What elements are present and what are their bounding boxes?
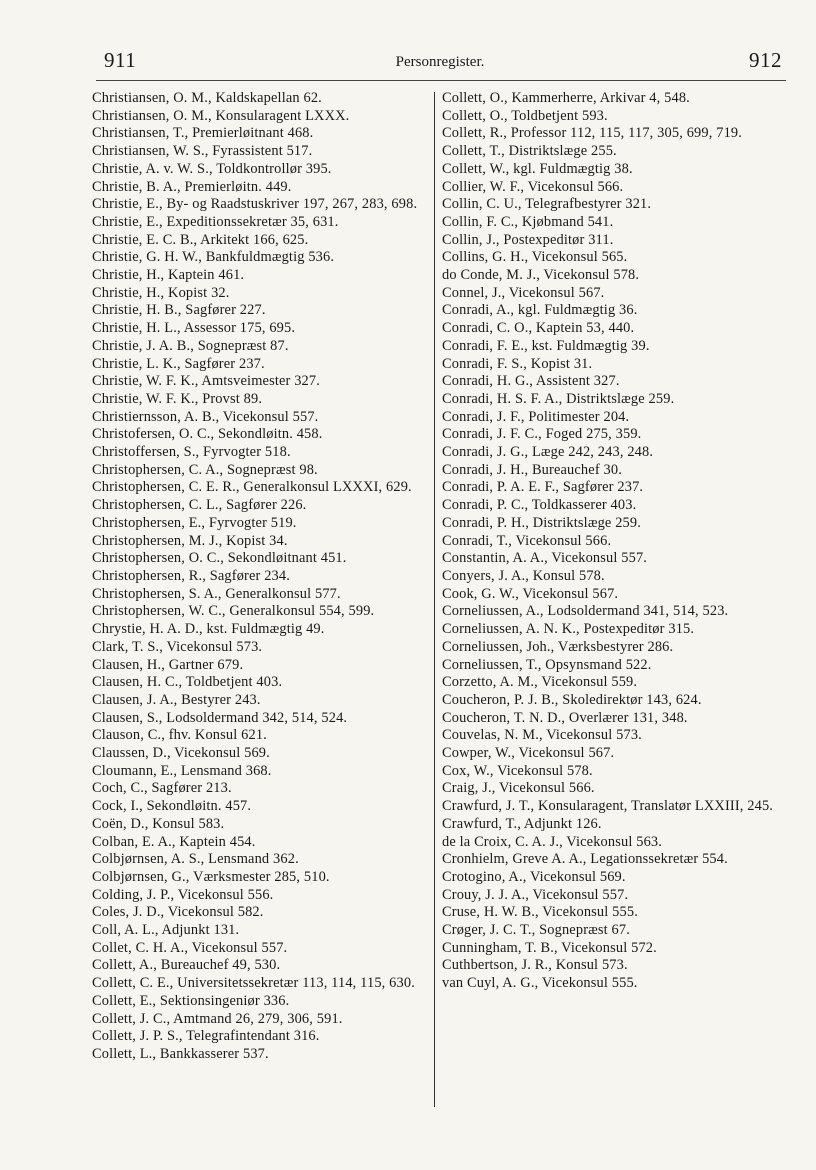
page-number-left: 911 — [104, 48, 137, 72]
register-entry: Collett, L., Bankkasserer 537. — [92, 1045, 269, 1062]
register-entry: Christophersen, S. A., Generalkonsul 577. — [92, 585, 341, 602]
register-entry: Connel, J., Vicekonsul 567. — [442, 284, 605, 301]
register-entry: Conradi, T., Vicekonsul 566. — [442, 532, 612, 549]
page-header — [90, 44, 790, 78]
register-entry: Coucheron, T. N. D., Overlærer 131, 348. — [442, 709, 688, 726]
register-entry: Coles, J. D., Vicekonsul 582. — [92, 904, 264, 921]
register-entry: Christoffersen, S., Fyrvogter 518. — [92, 444, 291, 461]
register-entry: Conradi, J. F., Politimester 204. — [442, 408, 630, 425]
register-entry: Cuthbertson, J. R., Konsul 573. — [442, 957, 628, 974]
register-entry: Conradi, C. O., Kaptein 53, 440. — [442, 320, 635, 337]
register-entry: Cronhielm, Greve A. A., Legationssekretær 554. — [442, 851, 728, 868]
register-entry: Crawfurd, J. T., Konsularagent, Translatør LXXIII, 245. — [442, 798, 774, 815]
column-divider — [434, 92, 435, 1107]
register-entry: Colban, E. A., Kaptein 454. — [92, 833, 256, 850]
register-entry: Christophersen, R., Sagfører 234. — [92, 567, 290, 584]
register-entry: Cook, G. W., Vicekonsul 567. — [442, 585, 619, 602]
register-entry: Conradi, P. A. E. F., Sagfører 237. — [442, 479, 644, 496]
register-entry: Christie, A. v. W. S., Toldkontrollør 395. — [92, 160, 332, 177]
register-entry: Collin, J., Postexpeditør 311. — [442, 231, 614, 248]
register-entry: Christophersen, O. C., Sekondløitnant 451. — [92, 550, 347, 567]
register-entry: Collett, E., Sektionsingeniør 336. — [92, 992, 290, 1009]
register-entry: Christie, E., By- og Raadstuskriver 197, 267, 283, 698. — [92, 196, 418, 213]
register-entry: do Conde, M. J., Vicekonsul 578. — [442, 267, 640, 284]
register-entry: Collett, C. E., Universitetssekretær 113, 114, 115, 630. — [92, 975, 415, 992]
left-column — [92, 90, 430, 1064]
register-entry: van Cuyl, A. G., Vicekonsul 555. — [442, 975, 638, 992]
register-entry: Colding, J. P., Vicekonsul 556. — [92, 886, 274, 903]
register-entry: Collett, T., Distriktslæge 255. — [442, 143, 617, 160]
register-entry: Clausen, H. C., Toldbetjent 403. — [92, 674, 283, 691]
register-entry: Collett, O., Toldbetjent 593. — [442, 107, 608, 124]
register-entry: Chrystie, H. A. D., kst. Fuldmægtig 49. — [92, 621, 325, 638]
right-column — [442, 90, 792, 993]
register-entry: Couvelas, N. M., Vicekonsul 573. — [442, 727, 642, 744]
register-entry: Corneliussen, A., Lodsoldermand 341, 514, 523. — [442, 603, 729, 620]
register-entry: Coch, C., Sagfører 213. — [92, 780, 232, 797]
register-entry: Corzetto, A. M., Vicekonsul 559. — [442, 674, 638, 691]
register-entry: Conradi, F. S., Kopist 31. — [442, 355, 593, 372]
register-entry: Collier, W. F., Vicekonsul 566. — [442, 178, 624, 195]
register-entry: Collins, G. H., Vicekonsul 565. — [442, 249, 628, 266]
register-entry: Collett, R., Professor 112, 115, 117, 305, 699, 719. — [442, 125, 743, 142]
register-entry: Christiansen, O. M., Kaldskapellan 62. — [92, 90, 322, 106]
register-entry: Christiernsson, A. B., Vicekonsul 557. — [92, 408, 319, 425]
register-entry: Colbjørnsen, G., Værksmester 285, 510. — [92, 868, 330, 885]
header-rule — [96, 80, 786, 81]
register-entry: Christie, L. K., Sagfører 237. — [92, 355, 265, 372]
register-entry: Christophersen, C. A., Sognepræst 98. — [92, 461, 318, 478]
register-entry: Conradi, F. E., kst. Fuldmægtig 39. — [442, 337, 650, 354]
register-entry: Collett, J. C., Amtmand 26, 279, 306, 591. — [92, 1010, 343, 1027]
register-entry: Christiansen, T., Premierløitnant 468. — [92, 125, 314, 142]
page-number-right: 912 — [749, 48, 782, 72]
register-entry: Christie, J. A. B., Sognepræst 87. — [92, 337, 289, 354]
register-entry: Christie, H. B., Sagfører 227. — [92, 302, 266, 319]
register-entry: Christie, H., Kopist 32. — [92, 284, 230, 301]
register-entry: Collett, J. P. S., Telegrafintendant 316. — [92, 1028, 320, 1045]
register-entry: Christie, H. L., Assessor 175, 695. — [92, 320, 296, 337]
register-entry: Clausen, J. A., Bestyrer 243. — [92, 691, 261, 708]
register-entry: Crawfurd, T., Adjunkt 126. — [442, 815, 602, 832]
register-entry: Christie, H., Kaptein 461. — [92, 267, 245, 284]
register-entry: Crotogino, A., Vicekonsul 569. — [442, 868, 626, 885]
register-entry: Collett, A., Bureauchef 49, 530. — [92, 957, 281, 974]
register-entry: Conradi, J. F. C., Foged 275, 359. — [442, 426, 642, 443]
register-entry: Clausen, H., Gartner 679. — [92, 656, 244, 673]
register-entry: Christophersen, C. E. R., Generalkonsul LXXXI, 629. — [92, 479, 412, 496]
register-entry: Conradi, H. G., Assistent 327. — [442, 373, 620, 390]
register-entry: Christophersen, M. J., Kopist 34. — [92, 532, 288, 549]
register-entry: Clausen, S., Lodsoldermand 342, 514, 524. — [92, 709, 348, 726]
register-entry: Coucheron, P. J. B., Skoledirektør 143, 624. — [442, 691, 702, 708]
register-entry: Conradi, H. S. F. A., Distriktslæge 259. — [442, 390, 675, 407]
register-entry: Conradi, J. G., Læge 242, 243, 248. — [442, 444, 654, 461]
register-entry: Christophersen, W. C., Generalkonsul 554, 599. — [92, 603, 375, 620]
register-entry: Crouy, J. J. A., Vicekonsul 557. — [442, 886, 629, 903]
register-entry: Crøger, J. C. T., Sognepræst 67. — [442, 922, 630, 939]
register-entry: Christiansen, O. M., Konsularagent LXXX. — [92, 107, 350, 124]
register-entry: Clauson, C., fhv. Konsul 621. — [92, 727, 267, 744]
register-entry: Christophersen, E., Fyrvogter 519. — [92, 514, 297, 531]
register-entry: Collin, C. U., Telegrafbestyrer 321. — [442, 196, 652, 213]
register-entry: Christofersen, O. C., Sekondløitn. 458. — [92, 426, 323, 443]
register-entry: Cock, I., Sekondløitn. 457. — [92, 798, 252, 815]
register-entry: Cox, W., Vicekonsul 578. — [442, 762, 593, 779]
register-entry: Corneliussen, Joh., Værksbestyrer 286. — [442, 638, 674, 655]
register-entry: Conradi, J. H., Bureauchef 30. — [442, 461, 622, 478]
register-entry: Cowper, W., Vicekonsul 567. — [442, 745, 615, 762]
register-entry: Collet, C. H. A., Vicekonsul 557. — [92, 939, 288, 956]
register-entry: Christie, W. F. K., Amtsveimester 327. — [92, 373, 321, 390]
register-entry: Cunningham, T. B., Vicekonsul 572. — [442, 939, 657, 956]
register-entry: Christie, E., Expeditionssekretær 35, 631. — [92, 213, 339, 230]
register-entry: Conradi, P. H., Distriktslæge 259. — [442, 514, 641, 531]
register-entry: Corneliussen, T., Opsynsmand 522. — [442, 656, 652, 673]
register-entry: Christie, W. F. K., Provst 89. — [92, 390, 263, 407]
register-entry: Christiansen, W. S., Fyrassistent 517. — [92, 143, 313, 160]
register-entry: Coën, D., Konsul 583. — [92, 815, 225, 832]
register-entry: Christie, B. A., Premierløitn. 449. — [92, 178, 292, 195]
running-title: Personregister. — [395, 54, 485, 70]
register-entry: Collett, W., kgl. Fuldmægtig 38. — [442, 160, 633, 177]
register-entry: Cruse, H. W. B., Vicekonsul 555. — [442, 904, 638, 921]
register-entry: Cloumann, E., Lensmand 368. — [92, 762, 272, 779]
register-entry: Christophersen, C. L., Sagfører 226. — [92, 497, 307, 514]
register-entry: Conradi, P. C., Toldkasserer 403. — [442, 497, 637, 514]
register-entry: Collett, O., Kammerherre, Arkivar 4, 548. — [442, 90, 690, 106]
register-entry: Colbjørnsen, A. S., Lensmand 362. — [92, 851, 299, 868]
register-entry: Collin, F. C., Kjøbmand 541. — [442, 213, 614, 230]
register-entry: Conradi, A., kgl. Fuldmægtig 36. — [442, 302, 638, 319]
register-entry: de la Croix, C. A. J., Vicekonsul 563. — [442, 833, 663, 850]
register-entry: Corneliussen, A. N. K., Postexpeditør 315. — [442, 621, 695, 638]
register-entry: Clark, T. S., Vicekonsul 573. — [92, 638, 263, 655]
register-entry: Conyers, J. A., Konsul 578. — [442, 567, 605, 584]
register-entry: Claussen, D., Vicekonsul 569. — [92, 745, 270, 762]
register-entry: Coll, A. L., Adjunkt 131. — [92, 922, 240, 939]
register-entry: Christie, E. C. B., Arkitekt 166, 625. — [92, 231, 309, 248]
register-entry: Constantin, A. A., Vicekonsul 557. — [442, 550, 648, 567]
register-entry: Christie, G. H. W., Bankfuldmægtig 536. — [92, 249, 335, 266]
register-entry: Craig, J., Vicekonsul 566. — [442, 780, 595, 797]
